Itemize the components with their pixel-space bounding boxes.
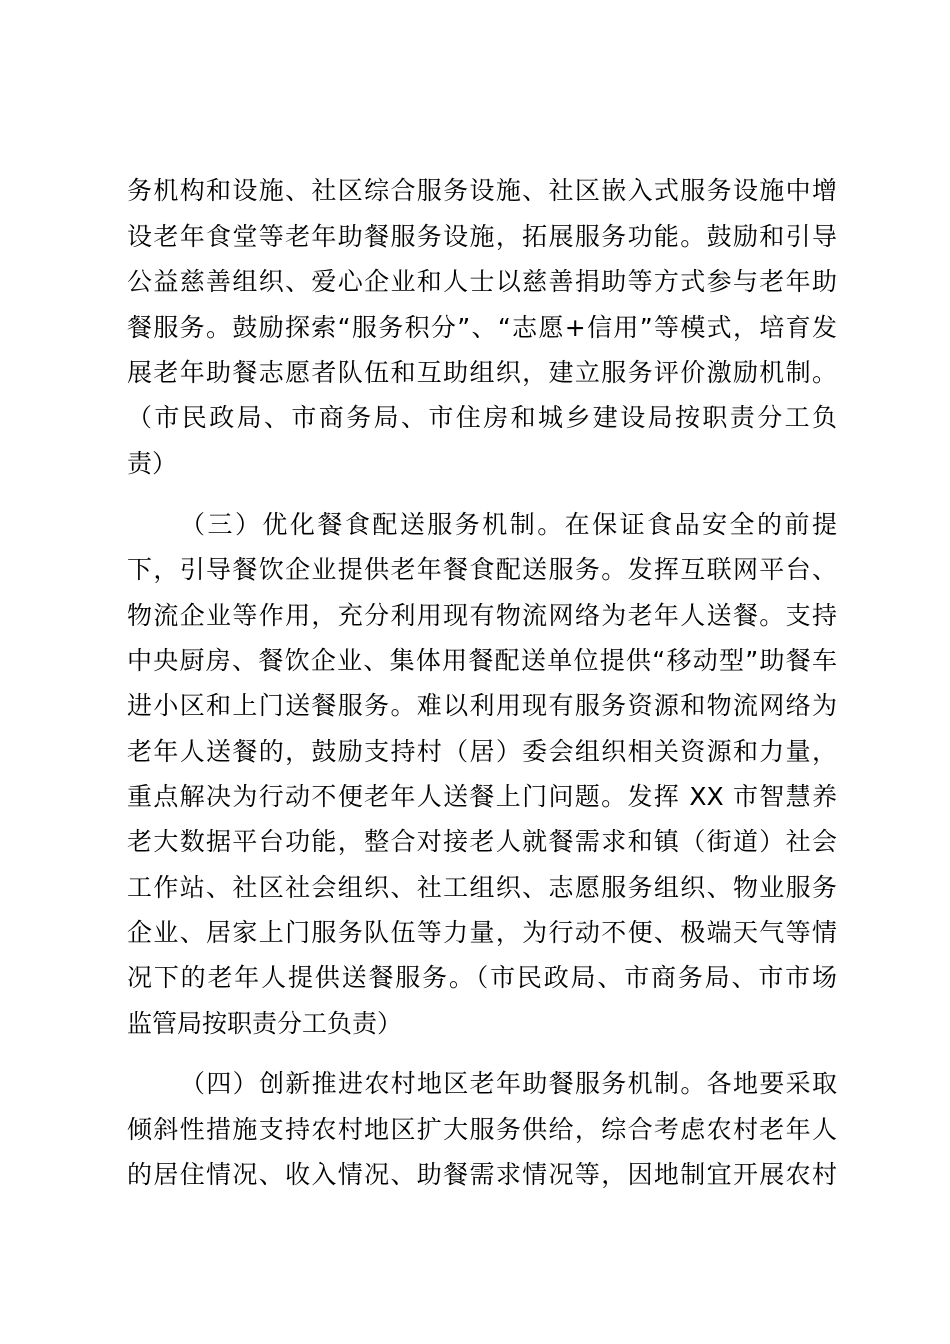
paragraph-1-line-2: 设老年食堂等老年助餐服务设施，拓展服务功能。鼓励和引导 bbox=[127, 222, 837, 251]
paragraph-1-line-5: 展老年助餐志愿者队伍和互助组织，建立服务评价激励机制。 bbox=[127, 358, 837, 387]
paragraph-2-line-12: 监管局按职责分工负责） bbox=[127, 1009, 403, 1038]
paragraph-2-line-4: 中央厨房、餐饮企业、集体用餐配送单位提供“移动型”助餐车 bbox=[127, 646, 837, 675]
paragraph-3-line-2: 倾斜性措施支持农村地区扩大服务供给，综合考虑农村老年人 bbox=[127, 1115, 837, 1144]
paragraph-2-line-11: 况下的老年人提供送餐服务。（市民政局、市商务局、市市场 bbox=[127, 963, 837, 992]
paragraph-2-line-10: 企业、居家上门服务队伍等力量，为行动不便、极端天气等情 bbox=[127, 918, 837, 947]
paragraph-2-line-5: 进小区和上门送餐服务。难以利用现有服务资源和物流网络为 bbox=[127, 691, 837, 720]
paragraph-2-line-2: 下，引导餐饮企业提供老年餐食配送服务。发挥互联网平台、 bbox=[127, 555, 837, 584]
paragraph-1-line-3: 公益慈善组织、爱心企业和人士以慈善捐助等方式参与老年助 bbox=[127, 267, 837, 296]
paragraph-1-line-6: （市民政局、市商务局、市住房和城乡建设局按职责分工负 bbox=[127, 403, 837, 432]
paragraph-2-line-9: 工作站、社区社会组织、社工组织、志愿服务组织、物业服务 bbox=[127, 873, 837, 902]
paragraph-1-line-4: 餐服务。鼓励探索“服务积分”、“志愿+信用”等模式，培育发 bbox=[127, 313, 837, 342]
paragraph-2-line-8: 老大数据平台功能，整合对接老人就餐需求和镇（街道）社会 bbox=[127, 827, 837, 856]
paragraph-3-line-1: （四）创新推进农村地区老年助餐服务机制。各地要采取 bbox=[180, 1069, 837, 1098]
paragraph-3-line-3: 的居住情况、收入情况、助餐需求情况等，因地制宜开展农村 bbox=[127, 1160, 837, 1189]
paragraph-2-line-6: 老年人送餐的，鼓励支持村（居）委会组织相关资源和力量， bbox=[127, 737, 837, 766]
paragraph-2-line-1: （三）优化餐食配送服务机制。在保证食品安全的前提 bbox=[180, 510, 837, 539]
paragraph-2-line-7: 重点解决为行动不便老年人送餐上门问题。发挥 XX 市智慧养 bbox=[127, 782, 837, 811]
paragraph-1-line-7: 责） bbox=[127, 449, 178, 478]
paragraph-2-line-3: 物流企业等作用，充分利用现有物流网络为老年人送餐。支持 bbox=[127, 601, 837, 630]
paragraph-1-line-1: 务机构和设施、社区综合服务设施、社区嵌入式服务设施中增 bbox=[127, 176, 837, 205]
